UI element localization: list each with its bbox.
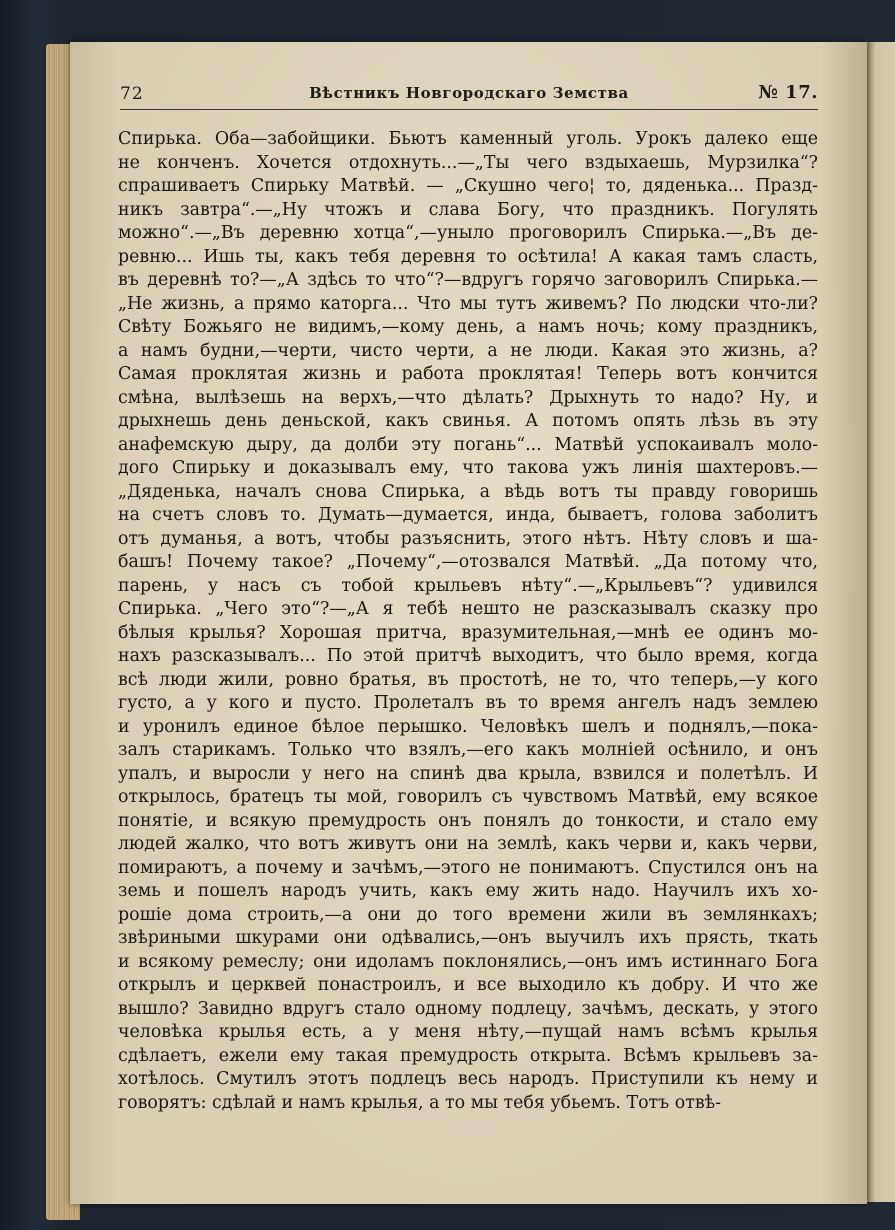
text-line: густо, а у кого и пусто. Пролеталъ въ то время ангелъ надъ землею bbox=[118, 693, 818, 713]
facing-page-edge bbox=[867, 42, 895, 1202]
text-line: всѣ люди жили, ровно братья, въ простотѣ, не то, что теперь,—у кого bbox=[118, 669, 818, 690]
text-line: спрашиваетъ Спирьку Матвѣй. — „Скушно чего¦ то, дяденька... Празд- bbox=[118, 176, 818, 196]
page-number: 72 bbox=[120, 84, 144, 104]
text-line: не конченъ. Хочется отдохнуть...—„Ты чего вздыхаешь, Мурзилка“? bbox=[118, 152, 818, 173]
text-line: въ деревнѣ то?—„А здѣсь то что“?—вдругъ горячо заговорилъ Спирька.— bbox=[118, 270, 818, 290]
text-line: смѣна, вылѣзешь на верхъ,—что дѣлать? Дрыхнуть то надо? Ну, и bbox=[118, 387, 818, 408]
text-line: упалъ, и выросли у него на спинѣ два крыла, взвился и полетѣлъ. И bbox=[118, 763, 818, 784]
running-head bbox=[120, 82, 818, 108]
text-line: звѣриными шкурами они одѣвались,—онъ выучилъ ихъ прясть, ткать bbox=[118, 928, 818, 948]
text-line: и всякому ремеслу; они идоламъ поклонялись,—онъ имъ истиннаго Бога bbox=[118, 951, 818, 972]
text-line: парень, у насъ съ тобой крыльевъ нѣту“.—„Крыльевъ“? удивился bbox=[118, 575, 818, 596]
issue-number: № 17. bbox=[758, 82, 818, 103]
text-line: никъ завтра“.—„Ну чтожъ и слава Богу, что праздникъ. Погулять bbox=[118, 199, 818, 220]
header-rule bbox=[120, 109, 818, 110]
body-text bbox=[118, 128, 818, 1115]
text-line: дого Спирьку и доказывалъ ему, что такова ужъ линія шахтеровъ.— bbox=[118, 458, 818, 478]
text-line: помираютъ, а почему и зачѣмъ,—этого не понимаютъ. Спустился онъ на bbox=[118, 857, 818, 878]
text-line: бѣлыя крылья? Хорошая притча, вразумительная,—мнѣ ее одинъ мо- bbox=[118, 622, 818, 643]
text-line: анафемскую дыру, да долби эту погань“... Матвѣй успокаивалъ моло- bbox=[118, 434, 818, 455]
text-line: земь и пошелъ народъ учить, какъ ему жить надо. Научилъ ихъ хо- bbox=[118, 881, 818, 901]
text-line: вышло? Завидно вдругъ стало одному подлецу, зачѣмъ, дескать, у этого bbox=[118, 998, 818, 1019]
text-line: и уронилъ единое бѣлое перышко. Человѣкъ шелъ и поднялъ,—пока- bbox=[118, 716, 818, 737]
text-line: а намъ будни,—черти, чисто черти, а не люди. Какая это жизнь, а? bbox=[118, 340, 818, 361]
text-line: „Дяденька, началъ снова Спирька, а вѣдь вотъ ты правду говоришь bbox=[118, 481, 818, 502]
text-line: Спирька. „Чего это“?—„А я тебѣ нешто не разсказывалъ сказку про bbox=[118, 599, 818, 619]
text-line: отъ думанья, а вотъ, чтобы разъяснить, этого нѣтъ. Нѣту словъ и ша- bbox=[118, 528, 818, 549]
text-line: человѣка крылья есть, а у меня нѣту,—пущай намъ всѣмъ крылья bbox=[118, 1022, 818, 1042]
text-line: рошіе дома строить,—а они до того времени жили въ землянкахъ; bbox=[118, 904, 818, 925]
text-line: Самая проклятая жизнь и работа проклятая! Теперь вотъ кончится bbox=[118, 364, 818, 384]
text-line: на счетъ словъ то. Думать—думается, инда, бываетъ, голова заболитъ bbox=[118, 505, 818, 525]
text-line: понятіе, и всякую премудрость онъ понялъ до тонкости, и стало ему bbox=[118, 810, 818, 831]
text-line: нахъ разсказывалъ... По этой притчѣ выходитъ, что было время, когда bbox=[118, 646, 818, 666]
journal-title: Вѣстникъ Новгородскаго Земства bbox=[309, 84, 629, 102]
book-page bbox=[70, 42, 867, 1204]
text-line: людей жалко, что вотъ живутъ они на землѣ, какъ черви и, какъ черви, bbox=[118, 834, 818, 854]
text-line: сдѣлаетъ, ежели ему такая премудрость открыта. Всѣмъ крыльевъ за- bbox=[118, 1045, 818, 1066]
text-line: дрыхнешь день деньской, какъ свинья. А потомъ опять лѣзь въ эту bbox=[118, 411, 818, 431]
text-line: Свѣту Божьяго не видимъ,—кому день, а намъ ночь; кому праздникъ, bbox=[118, 317, 818, 337]
text-line: ревню... Ишь ты, какъ тебя деревня то осѣтила! А какая тамъ сласть, bbox=[118, 246, 818, 267]
text-line: хотѣлось. Смутилъ этотъ подлецъ весь народъ. Приступили къ нему и bbox=[118, 1069, 818, 1089]
text-line: залъ старикамъ. Только что взялъ,—его какъ молніей осѣнило, и онъ bbox=[118, 740, 818, 760]
text-line: Спирька. Оба—забойщики. Бьютъ каменный уголь. Урокъ далеко еще bbox=[118, 129, 818, 149]
text-line: открылъ и церквей понастроилъ, и все выходило къ добру. И что же bbox=[118, 975, 818, 995]
text-line: „Не жизнь, а прямо каторга... Что мы тутъ живемъ? По людски что-ли? bbox=[118, 293, 818, 314]
text-line: говорятъ: сдѣлай и намъ крылья, а то мы тебя убьемъ. Тотъ отвѣ- bbox=[118, 1092, 721, 1113]
text-line: можно“.—„Въ деревню хотца“,—уныло проговорилъ Спирька.—„Въ де- bbox=[118, 223, 818, 243]
text-line: открылось, братецъ ты мой, говорилъ съ чувствомъ Матвѣй, ему всякое bbox=[118, 787, 818, 807]
text-line: башъ! Почему такое? „Почему“,—отозвался Матвѣй. „Да потому что, bbox=[118, 552, 818, 572]
